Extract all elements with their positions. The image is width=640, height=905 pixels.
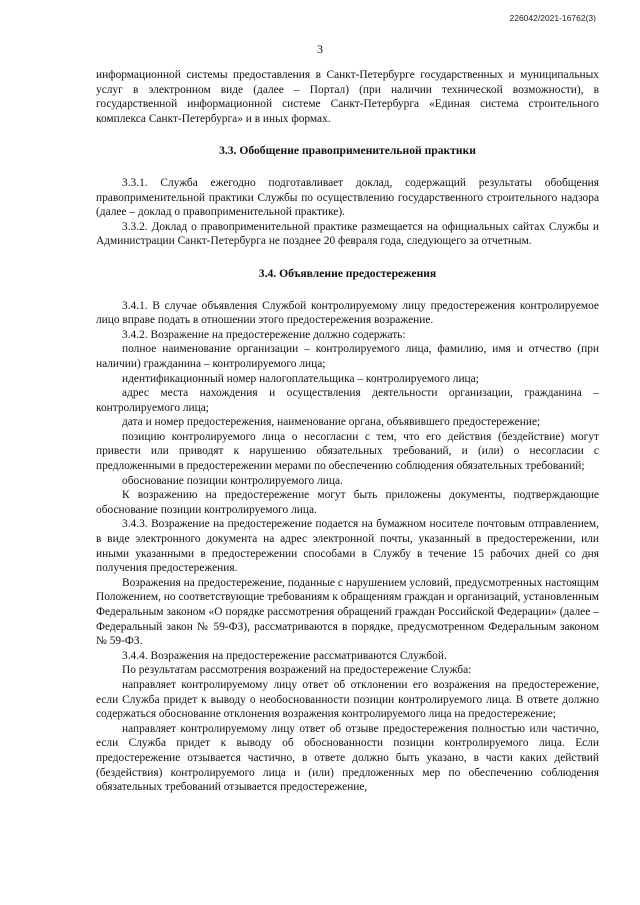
list-item: адрес места нахождения и осуществления деятельности организации, гражданина – контролируемого лица; bbox=[96, 387, 599, 414]
paragraph: 3.4.3. Возражение на предостережение подается на бумажном носителе почтовым отправлением, в виде электронного документа на адрес электронной почты, указанный в предостережении, или иными указанными в предостережении способами в Службу в течение 15 рабочих дней со дня получения предостережения. bbox=[96, 518, 599, 575]
list-item: полное наименование организации – контролируемого лица, фамилию, имя и отчество (при наличии) гражданина – контролируемого лица; bbox=[96, 343, 599, 370]
list-item: позицию контролируемого лица о несогласии с тем, что его действия (бездействие) могут привести или приводят к нарушению обязательных требований, и (или) о несогласии с предложенными в предостережении мерами по обеспечению соблюдения обязательных требований; bbox=[96, 430, 599, 473]
paragraph: Возражения на предостережение, поданные с нарушением условий, предусмотренных настоящим Положением, но соответствующие требованиям к обращениям граждан и организаций, установленным Федеральным законом «О порядке рассмотрения обращений граждан Российской Федерации» (далее – Федеральный закон № 59-ФЗ), рассматриваются в порядке, предусмотренном Федеральным законом № 59-ФЗ. bbox=[96, 576, 599, 648]
paragraph: 3.4.1. В случае объявления Службой контролируемому лицу предостережения контролируемое лицо вправе подать в отношении этого предостережения возражение. bbox=[96, 299, 599, 327]
list-item: идентификационный номер налогоплательщика – контролируемого лица; bbox=[122, 372, 479, 385]
document-id: 226042/2021-16762(3) bbox=[509, 13, 596, 23]
section-3-4-heading: 3.4. Объявление предостережения bbox=[258, 266, 437, 280]
paragraph: 3.4.4. Возражения на предостережение рассматриваются Службой. bbox=[122, 649, 447, 662]
paragraph: 3.3.1. Служба ежегодно подготавливает доклад, содержащий результаты обобщения правоприменительной практики Службы по осуществлению государственного строительного надзора (далее – доклад о правоприменительной практике). bbox=[96, 176, 599, 219]
paragraph: По результатам рассмотрения возражений на предостережение Служба: bbox=[122, 664, 472, 677]
paragraph: 3.3.2. Доклад о правоприменительной практике размещается на официальных сайтах Службы и Администрации Санкт-Петербурга не позднее 20 февраля года, следующего за отчетным. bbox=[96, 220, 599, 248]
paragraph: 3.4.2. Возражение на предостережение должно содержать: bbox=[122, 328, 406, 341]
page-number: 3 bbox=[317, 42, 323, 56]
paragraph: К возражению на предостережение могут быть приложены документы, подтверждающие обоснование позиции контролируемого лица. bbox=[96, 489, 599, 516]
list-item: направляет контролируемому лицу ответ об отзыве предостережения полностью или частично, если Служба придет к выводу об обоснованности позиции контролируемого лица. Если предостережение отзывается частично, в ответе должно быть указано, в части каких действий (бездействия) контролируемого лица и (или) предложенных мер по обеспечению соблюдения обязательных требований отзывается предостережение, bbox=[96, 722, 599, 794]
list-item: обоснование позиции контролируемого лица. bbox=[122, 474, 343, 487]
list-item: дата и номер предостережения, наименование органа, объявившего предостережение; bbox=[122, 416, 541, 429]
intro-paragraph: информационной системы предоставления в Санкт-Петербурге государственных и муниципальных услуг в электронном виде (далее – Портал) (при наличии технической возможности), в государственной информационной системе Санкт-Петербурга «Единая система строительного комплекса Санкт-Петербурга» и в иных формах. bbox=[96, 69, 599, 125]
section-3-3-heading: 3.3. Обобщение правоприменительной практики bbox=[219, 144, 476, 158]
list-item: направляет контролируемому лицу ответ об отклонении его возражения на предостережение, если Служба придет к выводу о необоснованности позиции контролируемого лица. В ответе должно содержаться обоснование отклонения возражения контролируемого лица на предостережение; bbox=[96, 678, 599, 721]
document-body bbox=[96, 68, 599, 795]
